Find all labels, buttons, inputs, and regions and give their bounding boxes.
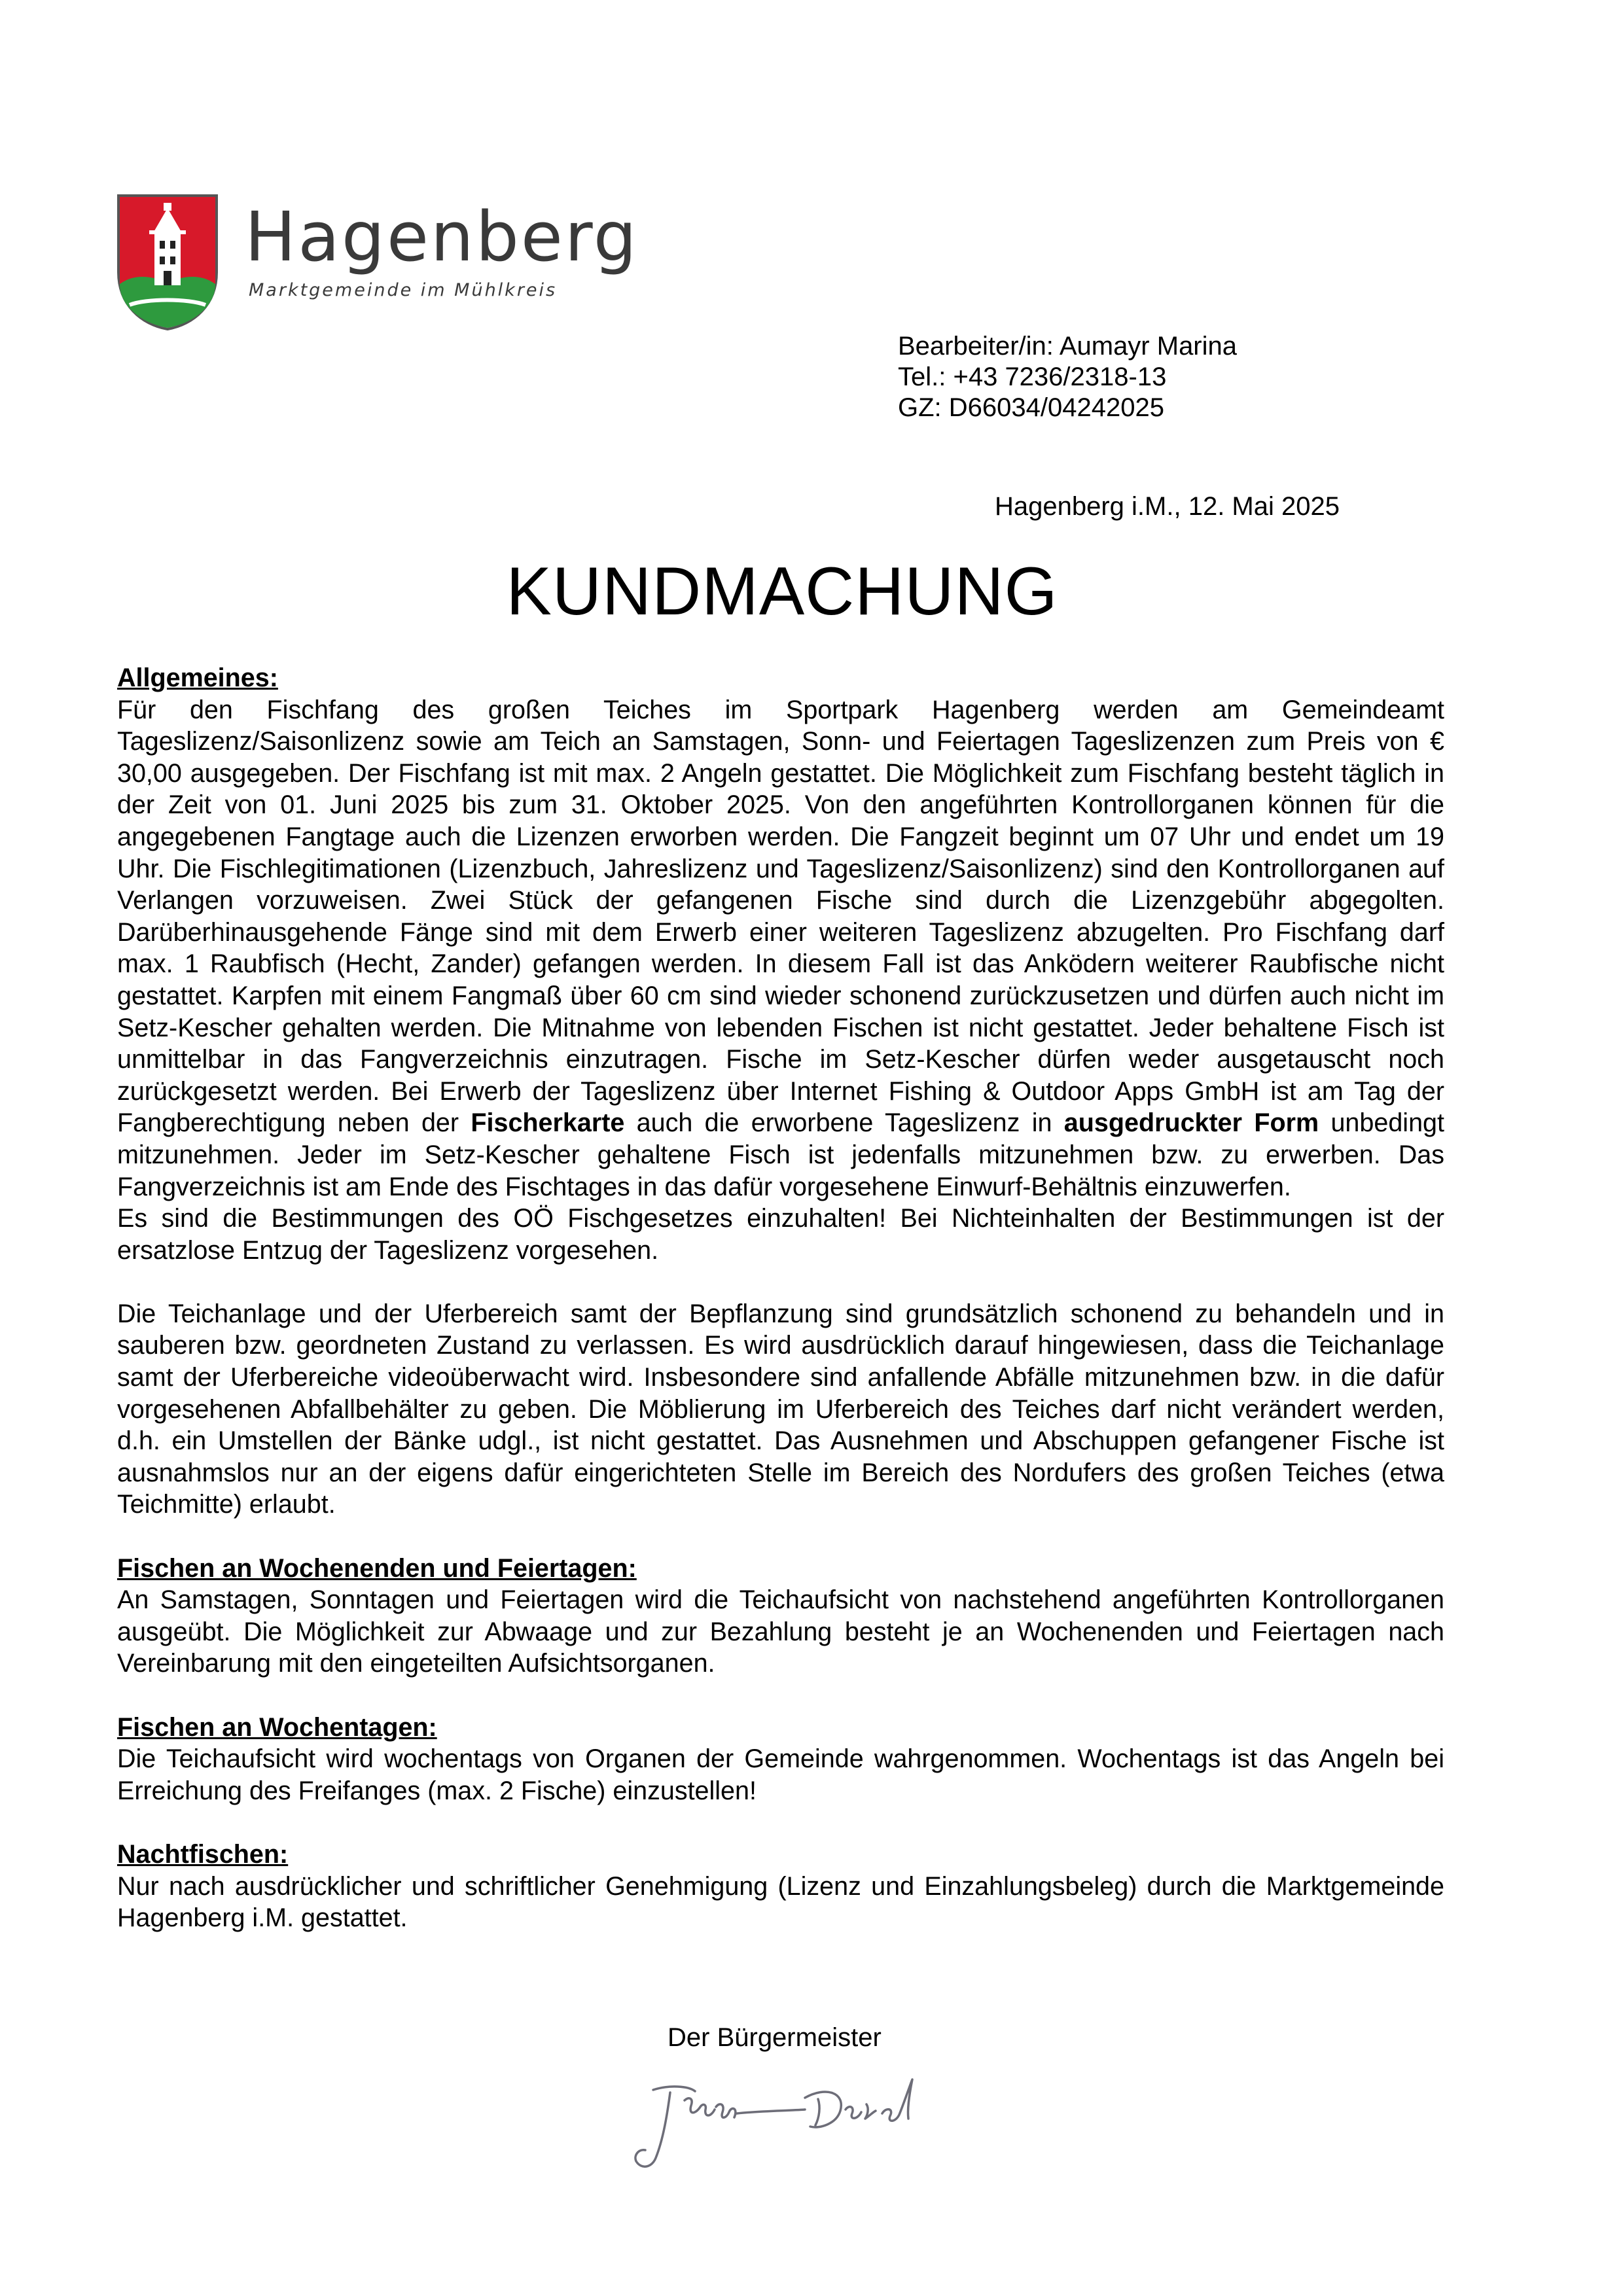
paragraph-weekday: Die Teichaufsicht wird wochentags von Organen der Gemeinde wahrgenommen. Wochentags ist das Angeln bei Erreichung des Freifanges (max. 2 Fische) einzustellen! [117, 1744, 1444, 1805]
text-run: Für den Fischfang des großen Teiches im Sportpark Hagenberg werden am Gemeindeamt Tageslizenz/Saisonlizenz sowie am Teich an Samstagen, Sonn- und Feiertagen Tageslizenzen zum Preis von € 30,00 ausgegeben. Der Fischfang ist mit max. 2 Angeln gestattet. Die Möglichkeit zum Fischfang besteht täglich in der Zeit von 01. Juni 2025 bis zum 31. Oktober 2025. Von den angeführten Kontrollorganen können für die angegebenen Fangtage auch die Lizenzen erworben werden. Die Fangzeit beginnt um 07 Uhr und endet um 19 Uhr. Die Fischlegitimationen (Lizenzbuch, Jahreslizenz und Tageslizenz/Saisonlizenz) sind den Kontrollorganen auf Verlangen vorzuweisen. Zwei Stück der gefangenen Fische sind durch die Lizenzgebühr abgegolten. Darüberhinausgehende Fänge sind mit dem Erwerb einer weiteren Tageslizenz abzugelten. Pro Fischfang darf max. 1 Raubfisch (Hecht, Zander) gefangen werden. In diesem Fall ist das Anködern weiterer Raubfische nicht gestattet. Karpfen mit einem Fangmaß über 60 cm sind wieder schonend zurückzusetzen und dürfen auch nicht im Setz-Kescher gehalten werden. Die Mitnahme von lebenden Fischen ist nicht gestattet. Jeder behaltene Fisch ist unmittelbar in das Fangverzeichnis einzutragen. Fische im Setz-Kescher dürfen weder ausgetauscht noch zurückgesetzt werden. Bei Erwerb der Tageslizenz über Internet Fishing & Outdoor Apps GmbH ist am Tag der Fangberechtigung neben der [117, 695, 1444, 1138]
municipality-logo [116, 194, 639, 331]
document-title: KUNDMACHUNG [506, 554, 1058, 629]
handwritten-signature [630, 2066, 931, 2178]
paragraph-law-notice: Es sind die Bestimmungen des OÖ Fischgesetzes einzuhalten! Bei Nichteinhalten der Bestimmungen ist der ersatzlose Entzug der Tageslizenz vorgesehen. [117, 1204, 1444, 1265]
text-run: auch die erworbene Tageslizenz in [624, 1108, 1064, 1138]
paragraph-pond-care: Die Teichanlage und der Uferbereich samt der Bepflanzung sind grundsätzlich schonend zu behandeln und in sauberen bzw. geordneten Zustand zu verlassen. Es wird ausdrücklich darauf hingewiesen, dass die Teichanlage samt der Uferbereiche videoüberwacht wird. Insbesondere sind anfallende Abfälle mitzunehmen bzw. in die dafür vorgesehenen Abfallbehälter zu geben. Die Möblierung im Uferbereich des Teiches darf nicht verändert werden, d.h. ein Umstellen der Bänke udgl., ist nicht gestattet. Das Ausnehmen und Abschuppen gefangener Fische ist ausnahmslos nur an der eigens dafür eingerichteten Stelle im Bereich des Nordufers des großen Teiches (etwa Teichmitte) erlaubt. [117, 1299, 1444, 1519]
phone-number: Tel.: +43 7236/2318-13 [898, 362, 1167, 391]
spacer [117, 1680, 1444, 1712]
logo-wordmark: Hagenberg [245, 197, 639, 277]
section-heading-weekday: Fischen an Wochentagen: [117, 1712, 437, 1742]
section-heading-weekend: Fischen an Wochenenden und Feiertagen: [117, 1553, 637, 1583]
spacer [117, 1521, 1444, 1553]
contact-block [898, 331, 1237, 423]
reference-number: GZ: D66034/04242025 [898, 393, 1164, 422]
spacer [117, 1266, 1444, 1298]
paragraph-night: Nur nach ausdrücklicher und schriftlicher Genehmigung (Lizenz und Einzahlungsbeleg) durch die Marktgemeinde Hagenberg i.M. gestattet. [117, 1871, 1444, 1933]
spacer [117, 1807, 1444, 1839]
text-run: unbedingt mitzunehmen. Jeder im Setz-Kescher gehaltene Fisch ist jedenfalls mitzunehmen bzw. zu erwerben. Das Fangverzeichnis ist am Ende des Fischtages in das dafür vorgesehene Einwurf-Behältnis einzuwerfen. [117, 1108, 1444, 1201]
coat-of-arms-icon [116, 194, 219, 331]
signatory-title: Der Bürgermeister [668, 2023, 882, 2052]
bold-text-fischerkarte: Fischerkarte [471, 1108, 625, 1138]
section-heading-general: Allgemeines: [117, 663, 278, 692]
bold-text-printed-form: ausgedruckter Form [1063, 1108, 1319, 1138]
document-body [117, 662, 1444, 1934]
section-heading-night: Nachtfischen: [117, 1839, 289, 1869]
logo-tagline: Marktgemeinde im Mühlkreis [249, 280, 558, 300]
clerk-name: Bearbeiter/in: Aumayr Marina [898, 332, 1238, 361]
paragraph-weekend: An Samstagen, Sonntagen und Feiertagen wird die Teichaufsicht von nachstehend angeführten Kontrollorganen ausgeübt. Die Möglichkeit zur Abwaage und zur Bezahlung besteht je an Wochenenden und Feiertagen nach Vereinbarung mit den eingeteilten Aufsichtsorganen. [117, 1585, 1444, 1678]
place-and-date: Hagenberg i.M., 12. Mai 2025 [995, 492, 1340, 521]
paragraph-general-rules [117, 694, 1444, 1203]
